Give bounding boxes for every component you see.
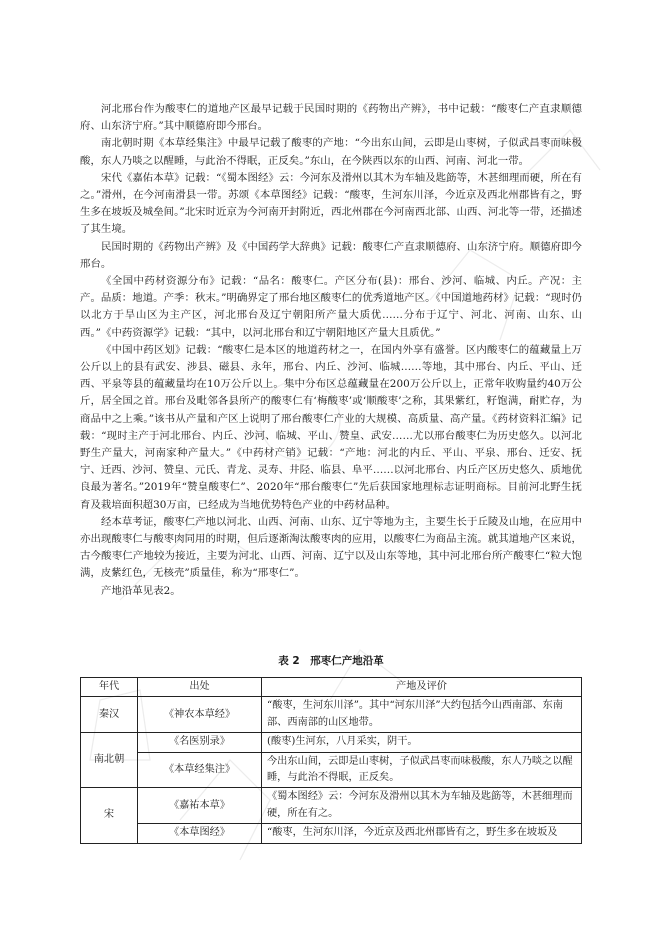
source-cell: 《本草经集注》 <box>138 752 262 788</box>
source-cell: 《名医别录》 <box>138 733 262 752</box>
paragraph-2: 南北朝时期《本草经集注》中最早记载了酸枣的产地：“今出东山间，云即是山枣树，子似武昌枣而味极酸，东人乃啖之以醒睡，与此治不得眠，正反矣。”东山，在今陕西以东的山西、河南、河北一带。 <box>80 137 582 167</box>
source-cell: 《本草图经》 <box>138 824 262 843</box>
header-source: 出处 <box>138 678 262 697</box>
evaluation-cell: 《蜀本图经》云：今河东及滑州以其木为车轴及匙筯等，木甚细理而硬，所在有之。 <box>262 788 582 824</box>
evaluation-cell: 今出东山间，云即是山枣树，子似武昌枣而味极酸，东人乃啖之以醒睡，与此治不得眠，正反矣。 <box>262 752 582 788</box>
evaluation-cell: “酸枣，生河东川泽，今近京及西北州郡皆有之，野生多在坡坂及 <box>262 824 582 843</box>
source-cell: 《神农本草经》 <box>138 697 262 733</box>
paragraph-1: 河北邢台作为酸枣仁的道地产区最早记载于民国时期的《药物出产辨》，书中记载：“酸枣仁产直隶顺德府、山东济宁府。”其中顺德府即今邢台。 <box>80 103 582 133</box>
table-row <box>81 733 582 752</box>
body-text <box>80 101 582 600</box>
table-row <box>81 788 582 824</box>
paragraph-7: 经本草考证，酸枣仁产地以河北、山西、河南、山东、辽宁等地为主，主要生长于丘陵及山地，在应用中亦出现酸枣仁与酸枣肉同用的时期，但后逐渐淘汰酸枣肉的应用，以酸枣仁为商品主流。就其道地产区来说，古今酸枣仁产地较为接近，主要为河北、山西、河南、辽宁以及山东等地，其中河北邢台所产酸枣仁“粒大饱满，皮紫红色，无核壳”质量佳，称为“邢枣仁”。 <box>80 515 582 580</box>
table-row <box>81 697 582 733</box>
paragraph-8: 产地沿革见表2。 <box>101 584 181 597</box>
table-row <box>81 752 582 788</box>
era-cell: 南北朝 <box>81 733 138 788</box>
header-origin-evaluation: 产地及评价 <box>262 678 582 697</box>
table-header-row <box>81 678 582 697</box>
era-cell: 秦汉 <box>81 697 138 733</box>
table-title: 表 2 邢枣仁产地沿革 <box>278 655 384 667</box>
paragraph-4: 民国时期的《药物出产辨》及《中国药学大辞典》记载：酸枣仁产直隶顺德府、山东济宁府。顺德府即今邢台。 <box>80 240 582 270</box>
evaluation-cell: “酸枣，生河东川泽”。其中“河东川泽”大约包括今山西南部、东南部、西南部的山区地带。 <box>262 697 582 733</box>
table-row <box>81 824 582 843</box>
source-cell: 《嘉祐本草》 <box>138 788 262 824</box>
paragraph-6: 《中国中药区划》记载：“酸枣仁是本区的地道药材之一，在国内外享有盛誉。区内酸枣仁的蕴藏量上万公斤以上的县有武安、涉县、磁县、永年，邢台、内丘、沙河、临城……等地，其中邢台、内丘、平山、迁西、平泉等县的蕴藏量均在10万公斤以上。集中分布区总蕴藏量在200万公斤以上，正常年收购量约40万公斤，居全国之首。邢台及毗邻各县所产的酸枣仁有‘梅酸枣’或‘顺酸枣’之称，其果紫红，籽饱满，耐贮存，为商品中之上乘。”该书从产量和产区上说明了邢台酸枣仁产业的大规模、高质量、高产量。《药材资料汇编》记载：“现时主产于河北邢台、内丘、沙河、临城、平山、赞皇、武安……尤以邢台酸枣仁为历史悠久。以河北野生产量大，河南家种产量大。”《中药材产销》记载：“产地：河北的内丘、平山、平泉、邢台、迁安、抚宁、迁西、沙河、赞皇、元氏、青龙、灵寿、井陉、临县、阜平……以河北邢台、内丘产区历史悠久、质地优良最为著名。”2019年“赞皇酸枣仁”、2020年“邢台酸枣仁”先后获国家地理标志证明商标。目前河北野生抚育及栽培面积超30万亩，已经成为当地优势特色产业的中药材品种。 <box>80 343 582 511</box>
evaluation-cell: (酸枣)生河东，八月采实，阴干。 <box>262 733 582 752</box>
era-cell: 宋 <box>81 788 138 843</box>
paragraph-3: 宋代《嘉佑本草》记载：“《蜀本图经》云：今河东及滑州以其木为车轴及匙筯等，木甚细理而硬，所在有之。”滑州，在今河南滑县一带。苏颂《本草图经》记载：“酸枣，生河东川泽，今近京及西北州郡皆有之，野生多在坡坂及城垒间。”北宋时近京为今河南开封附近，西北州郡在今河南西北部、山西、河北等一带，还描述了其生境。 <box>80 171 582 236</box>
origin-history-table <box>80 677 582 844</box>
header-era: 年代 <box>81 678 138 697</box>
paragraph-5: 《全国中药材资源分布》记载：“品名：酸枣仁。产区分布(县)：邢台、沙河、临城、内丘。产况：主产。品质：地道。产季：秋末。”明确界定了邢台地区酸枣仁的优秀道地产区。《中国道地药材》记载：“现时仍以北方于旱山区为主产区，河北邢台及辽宁朝阳所产量大质优……分布于辽宁、河北、河南、山东、山西。”《中药资源学》记载：“其中，以河北邢台和辽宁朝阳地区产量大且质优。” <box>80 275 582 339</box>
